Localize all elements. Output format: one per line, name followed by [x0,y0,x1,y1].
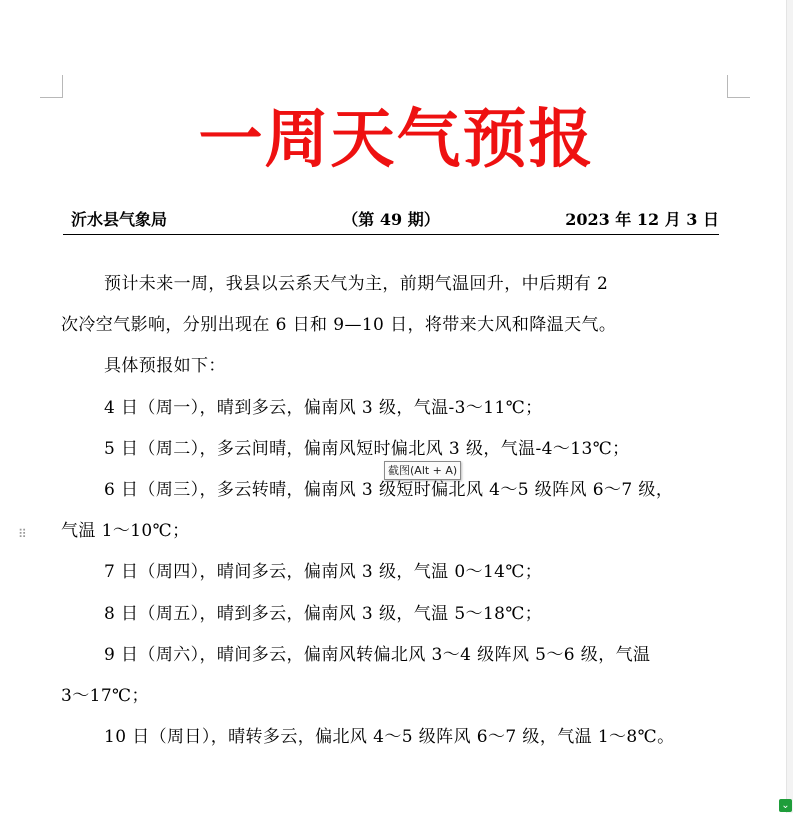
paragraph-line: 预计未来一周，我县以云系天气为主，前期气温回升，中后期有 2 [104,274,609,294]
document-title: 一周天气预报 [198,102,595,177]
forecast-line: 气温 1～10℃； [61,521,190,542]
forecast-line: 4 日（周一），晴到多云，偏南风 3 级，气温-3～11℃； [104,397,543,418]
forecast-line: 9 日（周六），晴间多云，偏南风转偏北风 3～4 级阵风 5～6 级，气温 [104,644,651,665]
issue-date: 2023 年 12 月 3 日 [565,210,719,229]
screenshot-tooltip: 截图(Alt + A) [384,461,461,480]
forecast-line: 5 日（周二），多云间晴，偏南风短时偏北风 3 级，气温-4～13℃； [104,438,630,459]
crop-mark-top-left [40,75,63,98]
paragraph-line: 次冷空气影响，分别出现在 6 日和 9—10 日，将带来大风和降温天气。 [61,315,617,336]
paragraph-line: 具体预报如下： [104,356,226,377]
document-body[interactable] [61,266,728,760]
masthead [63,204,719,235]
forecast-line: 8 日（周五），晴到多云，偏南风 3 级，气温 5～18℃； [104,603,543,624]
forecast-line: 10 日（周日），晴转多云，偏北风 4～5 级阵风 6～7 级，气温 1～8℃。 [104,727,675,748]
forecast-line: 3～17℃； [61,685,149,706]
drag-handle-icon[interactable]: ⠿ [18,527,26,541]
crop-mark-top-right [727,75,750,98]
forecast-line: 7 日（周四），晴间多云，偏南风 3 级，气温 0～14℃； [104,562,543,583]
forecast-line: 6 日（周三），多云转晴，偏南风 3 级短时偏北风 4～5 级阵风 6～7 级， [104,479,674,500]
scrollbar[interactable] [786,0,793,813]
organization-name: 沂水县气象局 [71,210,168,229]
issue-number: （第 49 期） [342,210,440,229]
chevron-down-icon[interactable]: ⌄ [779,799,792,812]
